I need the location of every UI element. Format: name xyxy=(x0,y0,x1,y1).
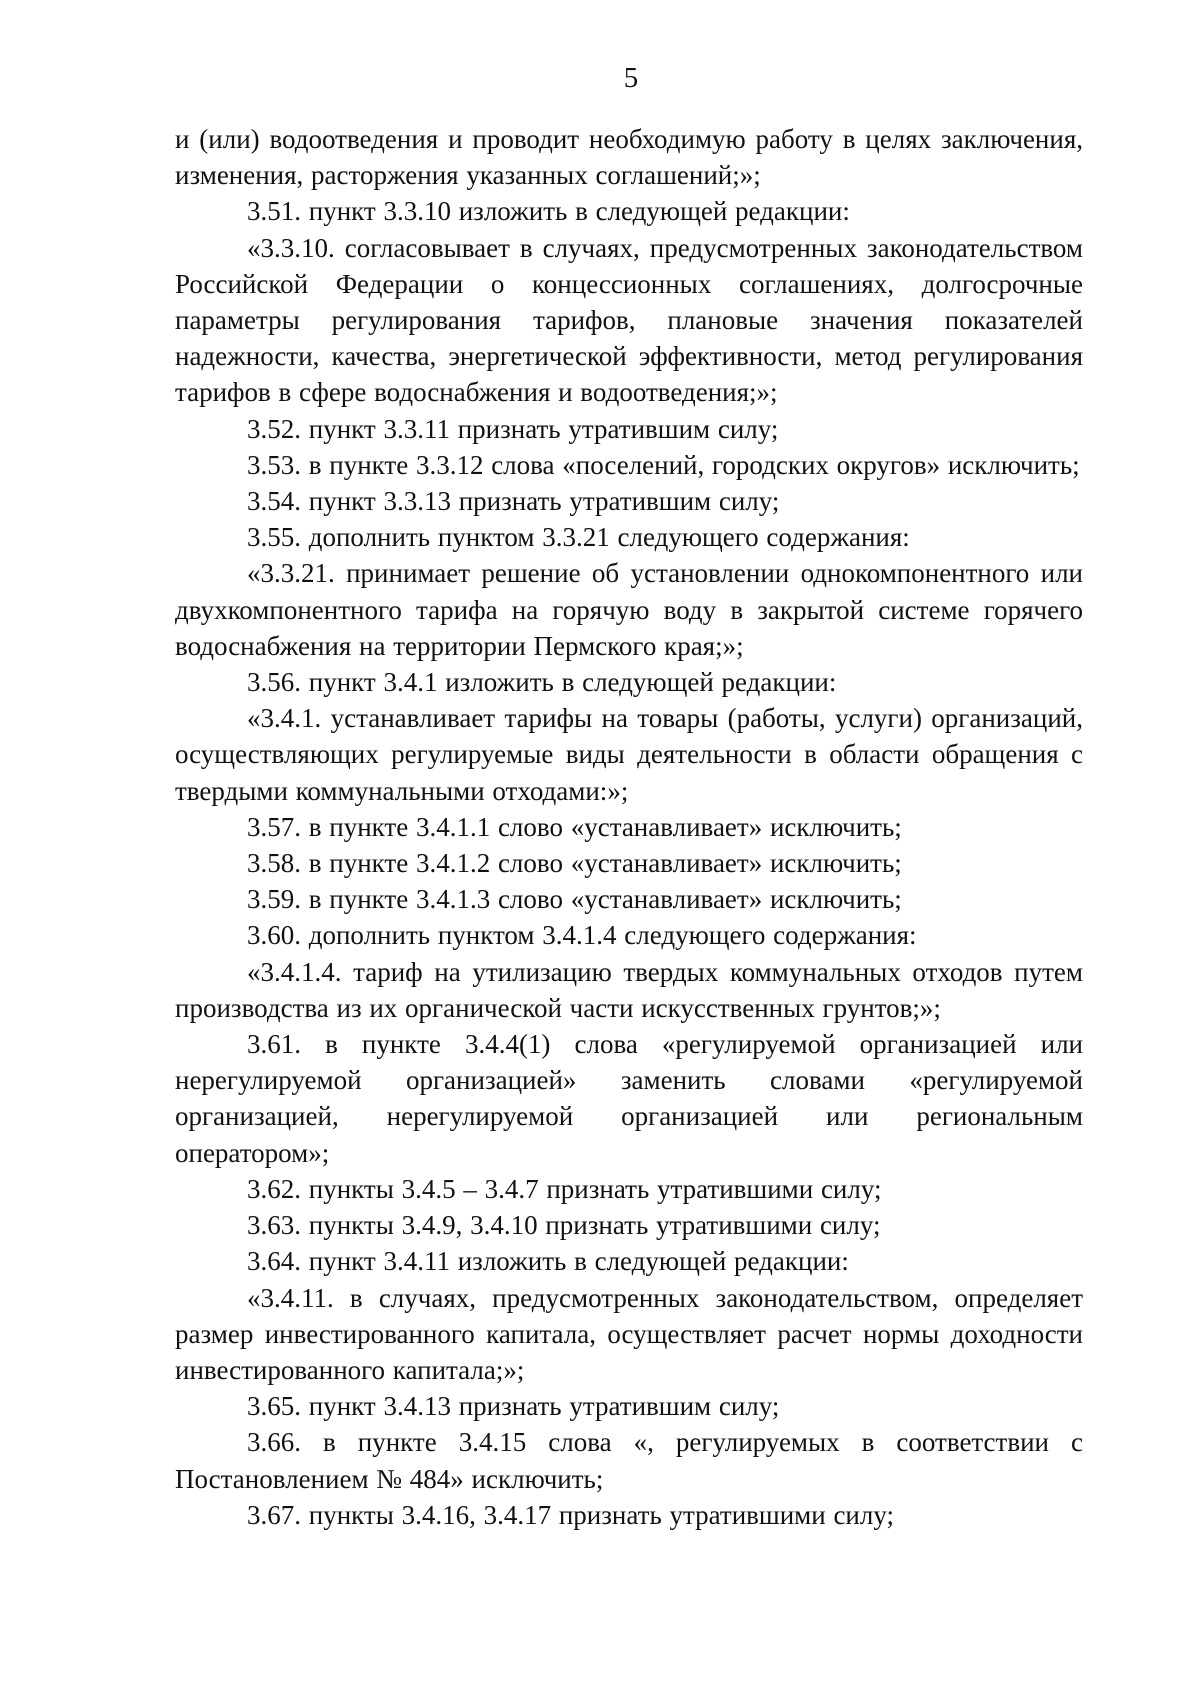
paragraph: 3.58. в пункте 3.4.1.2 слово «устанавливает» исключить; xyxy=(247,848,902,879)
paragraph: 3.53. в пункте 3.3.12 слова «поселений, городских округов» исключить; xyxy=(247,449,1080,480)
paragraph: 3.59. в пункте 3.4.1.3 слово «устанавливает» исключить; xyxy=(247,884,902,915)
paragraph: 3.64. пункт 3.4.11 изложить в следующей редакции: xyxy=(247,1246,849,1277)
paragraph: «3.4.1. устанавливает тарифы на товары (работы, услуги) организаций, осуществляющих регулируемые виды деятельности в области обращения с твердыми коммунальными отходами:»; xyxy=(175,703,1083,806)
paragraph: 3.62. пункты 3.4.5 – 3.4.7 признать утратившими силу; xyxy=(247,1173,882,1204)
paragraph: 3.67. пункты 3.4.16, 3.4.17 признать утратившими силу; xyxy=(247,1499,894,1530)
paragraph: 3.54. пункт 3.3.13 признать утратившим силу; xyxy=(247,486,780,517)
paragraph: 3.56. пункт 3.4.1 изложить в следующей редакции: xyxy=(247,667,837,698)
document-body xyxy=(175,121,1083,1533)
paragraph: 3.55. дополнить пунктом 3.3.21 следующего содержания: xyxy=(247,522,910,553)
paragraph: 3.63. пункты 3.4.9, 3.4.10 признать утратившими силу; xyxy=(247,1210,881,1241)
paragraph: 3.52. пункт 3.3.11 признать утратившим силу; xyxy=(247,413,779,444)
paragraph: 3.66. в пункте 3.4.15 слова «, регулируемых в соответствии с Постановлением № 484» исключить; xyxy=(175,1427,1083,1494)
paragraph: «3.3.21. принимает решение об установлении однокомпонентного или двухкомпонентного тарифа на горячую воду в закрытой системе горячего водоснабжения на территории Пермского края;»; xyxy=(175,558,1083,661)
paragraph: 3.51. пункт 3.3.10 изложить в следующей редакции: xyxy=(247,196,850,227)
paragraph: «3.3.10. согласовывает в случаях, предусмотренных законодательством Российской Федерации о концессионных соглашениях, долгосрочные параметры регулирования тарифов, плановые значения показателей надежности, качества, энергетической эффективности, метод регулирования тарифов в сфере водоснабжения и водоотведения;»; xyxy=(175,232,1083,408)
paragraph: 3.65. пункт 3.4.13 признать утратившим силу; xyxy=(247,1391,780,1422)
paragraph: 3.60. дополнить пунктом 3.4.1.4 следующего содержания: xyxy=(247,920,917,951)
paragraph: «3.4.1.4. тариф на утилизацию твердых коммунальных отходов путем производства из их органической части искусственных грунтов;»; xyxy=(175,956,1083,1023)
paragraph: и (или) водоотведения и проводит необходимую работу в целях заключения, изменения, расторжения указанных соглашений;»; xyxy=(175,124,1083,191)
paragraph: 3.61. в пункте 3.4.4(1) слова «регулируемой организацией или нерегулируемой организацией» заменить словами «регулируемой организацией, нерегулируемой организацией или региональным оператором»; xyxy=(175,1029,1083,1168)
paragraph: 3.57. в пункте 3.4.1.1 слово «устанавливает» исключить; xyxy=(247,811,902,842)
paragraph: «3.4.11. в случаях, предусмотренных законодательством, определяет размер инвестированного капитала, осуществляет расчет нормы доходности инвестированного капитала;»; xyxy=(175,1282,1083,1385)
page-number: 5 xyxy=(623,62,639,94)
